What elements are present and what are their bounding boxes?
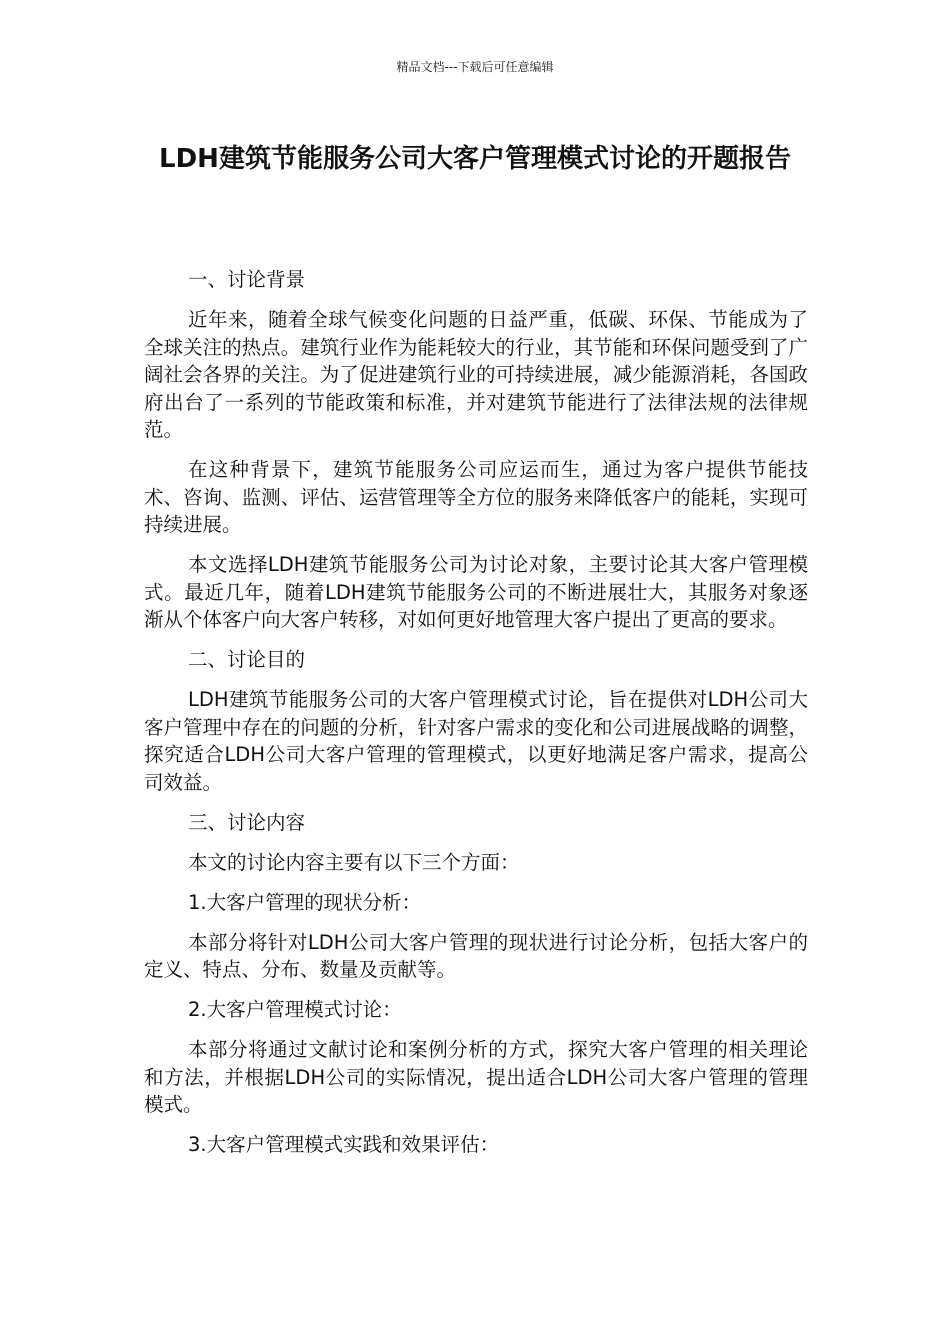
paragraph: 本文选择LDH建筑节能服务公司为讨论对象，主要讨论其大客户管理模式。最近几年，随着LDH建筑节能服务公司的不断进展壮大，其服务对象逐渐从个体客户向大客户转移，对如何更好地管理大客户提出了更高的要求。 — [144, 553, 808, 631]
subsection-heading-mode-discussion: 2.大客户管理模式讨论： — [188, 998, 402, 1021]
section-heading-content: 三、讨论内容 — [188, 810, 306, 834]
section-heading-background: 一、讨论背景 — [188, 268, 306, 291]
paragraph: 本部分将针对LDH公司大客户管理的现状进行讨论分析，包括大客户的定义、特点、分布、数量及贡献等。 — [144, 930, 808, 981]
subsection-heading-practice-evaluation: 3.大客户管理模式实践和效果评估： — [188, 1133, 500, 1156]
subsection-heading-status-analysis: 1.大客户管理的现状分析： — [188, 890, 422, 914]
header-note: 精品文档---下载后可任意编辑 — [396, 60, 554, 74]
paragraph: 在这种背景下，建筑节能服务公司应运而生，通过为客户提供节能技术、咨询、监测、评估、运营管理等全方位的服务来降低客户的能耗，实现可持续进展。 — [144, 458, 808, 536]
paragraph: LDH建筑节能服务公司的大客户管理模式讨论，旨在提供对LDH公司大客户管理中存在的问题的分析，针对客户需求的变化和公司进展战略的调整，探究适合LDH公司大客户管理的管理模式，以更好地满足客户需求，提高公司效益。 — [144, 688, 808, 794]
section-heading-purpose: 二、讨论目的 — [188, 648, 306, 671]
paragraph: 近年来，随着全球气候变化问题的日益严重，低碳、环保、节能成为了全球关注的热点。建筑行业作为能耗较大的行业，其节能和环保问题受到了广阔社会各界的关注。为了促进建筑行业的可持续进展，减少能源消耗，各国政府出台了一系列的节能政策和标准，并对建筑节能进行了法律法规的法律规范。 — [144, 308, 808, 441]
document-body — [144, 266, 808, 1171]
document-title: LDH建筑节能服务公司大客户管理模式讨论的开题报告 — [159, 144, 791, 174]
paragraph: 本部分将通过文献讨论和案例分析的方式，探究大客户管理的相关理论和方法，并根据LDH公司的实际情况，提出适合LDH公司大客户管理的管理模式。 — [144, 1038, 808, 1116]
paragraph: 本文的讨论内容主要有以下三个方面： — [188, 850, 520, 874]
